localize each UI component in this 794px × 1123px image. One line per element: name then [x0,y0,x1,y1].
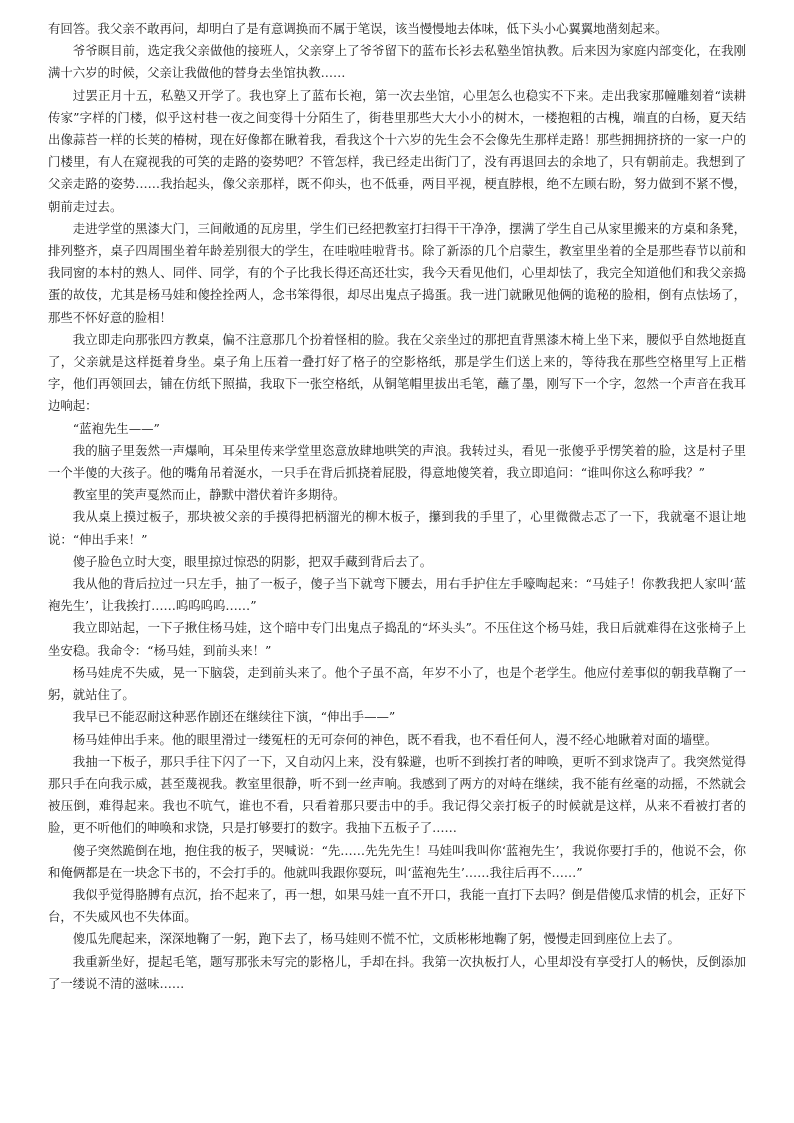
paragraph: 我抽一下板子，那只手往下闪了一下，又自动闪上来，没有躲避，也听不到挨打者的呻唤，更听不到求饶声了。我突然觉得那只手在向我示威，甚至蔑视我。教室里很静，听不到一丝声响。我感到了两方的对峙在继续，我不能有丝毫的动摇，不然就会被压倒，难得起来。我也不吭气，谁也不看，只看着那只要击中的手。我记得父亲打板子的时候就是这样，从来不看被打者的脸，更不听他们的呻唤和求饶，只是打够要打的数字。我抽下五板子了…… [48,753,746,836]
paragraph: 我从桌上摸过板子，那块被父亲的手摸得把柄溜光的柳木板子，攥到我的手里了，心里微微忐忑了一下，我就毫不退让地说：“伸出手来！” [48,509,746,547]
paragraph: 我的脑子里轰然一声爆响，耳朵里传来学堂里恣意放肆地哄笑的声浪。我转过头，看见一张傻乎乎愣笑着的脸，这是村子里一个半傻的大孩子。他的嘴角吊着涎水，一只手在背后抓挠着屁股，得意地傻笑着，我立即追问：“谁叫你这么称呼我？” [48,442,746,481]
paragraph: 走进学堂的黑漆大门，三间敞通的瓦房里，学生们已经把教室打扫得干干净净，摆满了学生自己从家里搬来的方桌和条凳，排列整齐，桌子四周围坐着年龄差别很大的学生，在哇啦哇啦背书。除了新添的几个启蒙生，教室里坐着的全是那些春节以前和我同窗的本村的熟人、同伴、同学，有的个子比我长得还高还壮实，我今天看见他们，心里却怯了，我完全知道他们和我父亲捣蛋的故伎，尤其是杨马娃和傻拴拴两人，念书笨得很，却尽出鬼点子捣蛋。我一进门就瞅见他俩的诡秘的脸相，倒有点怯场了，那些不怀好意的脸相！ [48,220,746,325]
paragraph: 我早已不能忍耐这种恶作剧还在继续往下演，“伸出手——” [72,709,396,725]
paragraph: 教室里的笑声戛然而止，静默中潜伏着许多期待。 [72,487,346,503]
paragraph: 傻子脸色立时大变，眼里掠过惊恐的阴影，把双手藏到背后去了。 [72,553,433,569]
paragraph: “蓝袍先生——” [72,420,160,436]
paragraph: 爷爷瞑目前，选定我父亲做他的接班人，父亲穿上了爷爷留下的蓝布长衫去私塾坐馆执教。后来因为家庭内部变化，在我刚满十六岁的时候，父亲让我做他的替身去坐馆执教…… [48,43,746,81]
document-body [48,18,746,995]
paragraph: 杨马娃伸出手来。他的眼里滑过一缕冤枉的无可奈何的神色，既不看我，也不看任何人，漫不经心地瞅着对面的墙壁。 [72,731,718,747]
paragraph: 我立即走向那张四方教桌，偏不注意那几个扮着怪相的脸。我在父亲坐过的那把直背黑漆木椅上坐下来，腰似乎自然地挺直了，父亲就是这样挺着身坐。桌子角上压着一叠打好了格子的空影格纸，那是学生们送上来的，等待我在那些空格里写上正楷字，他们再领回去，铺在仿纸下照描，我取下一张空格纸，从铜笔帽里拔出毛笔，蘸了墨，刚写下一个字，忽然一个声音在我耳边响起： [48,331,746,414]
paragraph: 我似乎觉得胳膊有点沉，抬不起来了，再一想，如果马娃一直不开口，我能一直打下去吗？倒是借傻瓜求情的机会，正好下台，不失威风也不失体面。 [48,886,746,925]
paragraph: 我从他的背后拉过一只左手，抽了一板子，傻子当下就弯下腰去，用右手护住左手嚎啕起来：“马娃子！你教我把人家叫‘蓝袍先生’，让我挨打……呜呜呜呜……” [48,576,746,614]
paragraph: 有回答。我父亲不敢再问，却明白了是有意调换而不属于笔误，该当慢慢地去体味，低下头小心翼翼地凿刻起来。 [48,21,668,36]
paragraph: 我立即站起，一下子揪住杨马娃，这个暗中专门出鬼点子捣乱的“坏头头”。不压住这个杨马娃，我日后就难得在这张椅子上坐安稳。我命令：“杨马娃，到前头来！” [48,620,746,658]
paragraph: 傻瓜先爬起来，深深地鞠了一躬，跑下去了，杨马娃则不慌不忙，文质彬彬地鞠了躬，慢慢走回到座位上去了。 [72,931,680,947]
paragraph: 杨马娃虎不失威，晃一下脑袋，走到前头来了。他个子虽不高，年岁不小了，也是个老学生。他应付差事似的朝我草鞠了一躬，就站住了。 [48,664,746,703]
paragraph: 傻子突然跪倒在地，抱住我的板子，哭喊说：“先……先先先生！马娃叫我叫你‘蓝袍先生’，我说你要打手的，他说不会，你和俺俩都是在一块念下书的，不会打手的。他就叫我跟你耍玩，叫‘蓝袍先生’……我往后再不……” [48,842,746,880]
paragraph: 我重新坐好，提起毛笔，题写那张未写完的影格儿，手却在抖。我第一次执板打人，心里却没有享受打人的畅快，反倒添加了一缕说不清的滋味…… [48,953,746,991]
paragraph: 过罢正月十五，私塾又开学了。我也穿上了蓝布长袍，第一次去坐馆，心里怎么也稳实不下来。走出我家那幢雕刻着“读耕传家”字样的门楼，似乎这村巷一夜之间变得十分陌生了，街巷里那些大大小小的树木，一楼抱粗的古槐，端直的白杨，夏天结出像蒜苔一样的长荚的椿树，现在好像都在瞅着我，看我这个十六岁的先生会不会像先生那样走路！那些拥拥挤挤的一家一户的门楼里，有人在窥视我的可笑的走路的姿势吧？不管怎样，我已经走出街门了，没有再退回去的余地了，只有朝前走。我想到了父亲走路的姿势……我抬起头，像父亲那样，既不仰头，也不低垂，两目平视，梗直脖根，绝不左顾右盼，努力做到不紧不慢，朝前走过去。 [48,87,746,214]
